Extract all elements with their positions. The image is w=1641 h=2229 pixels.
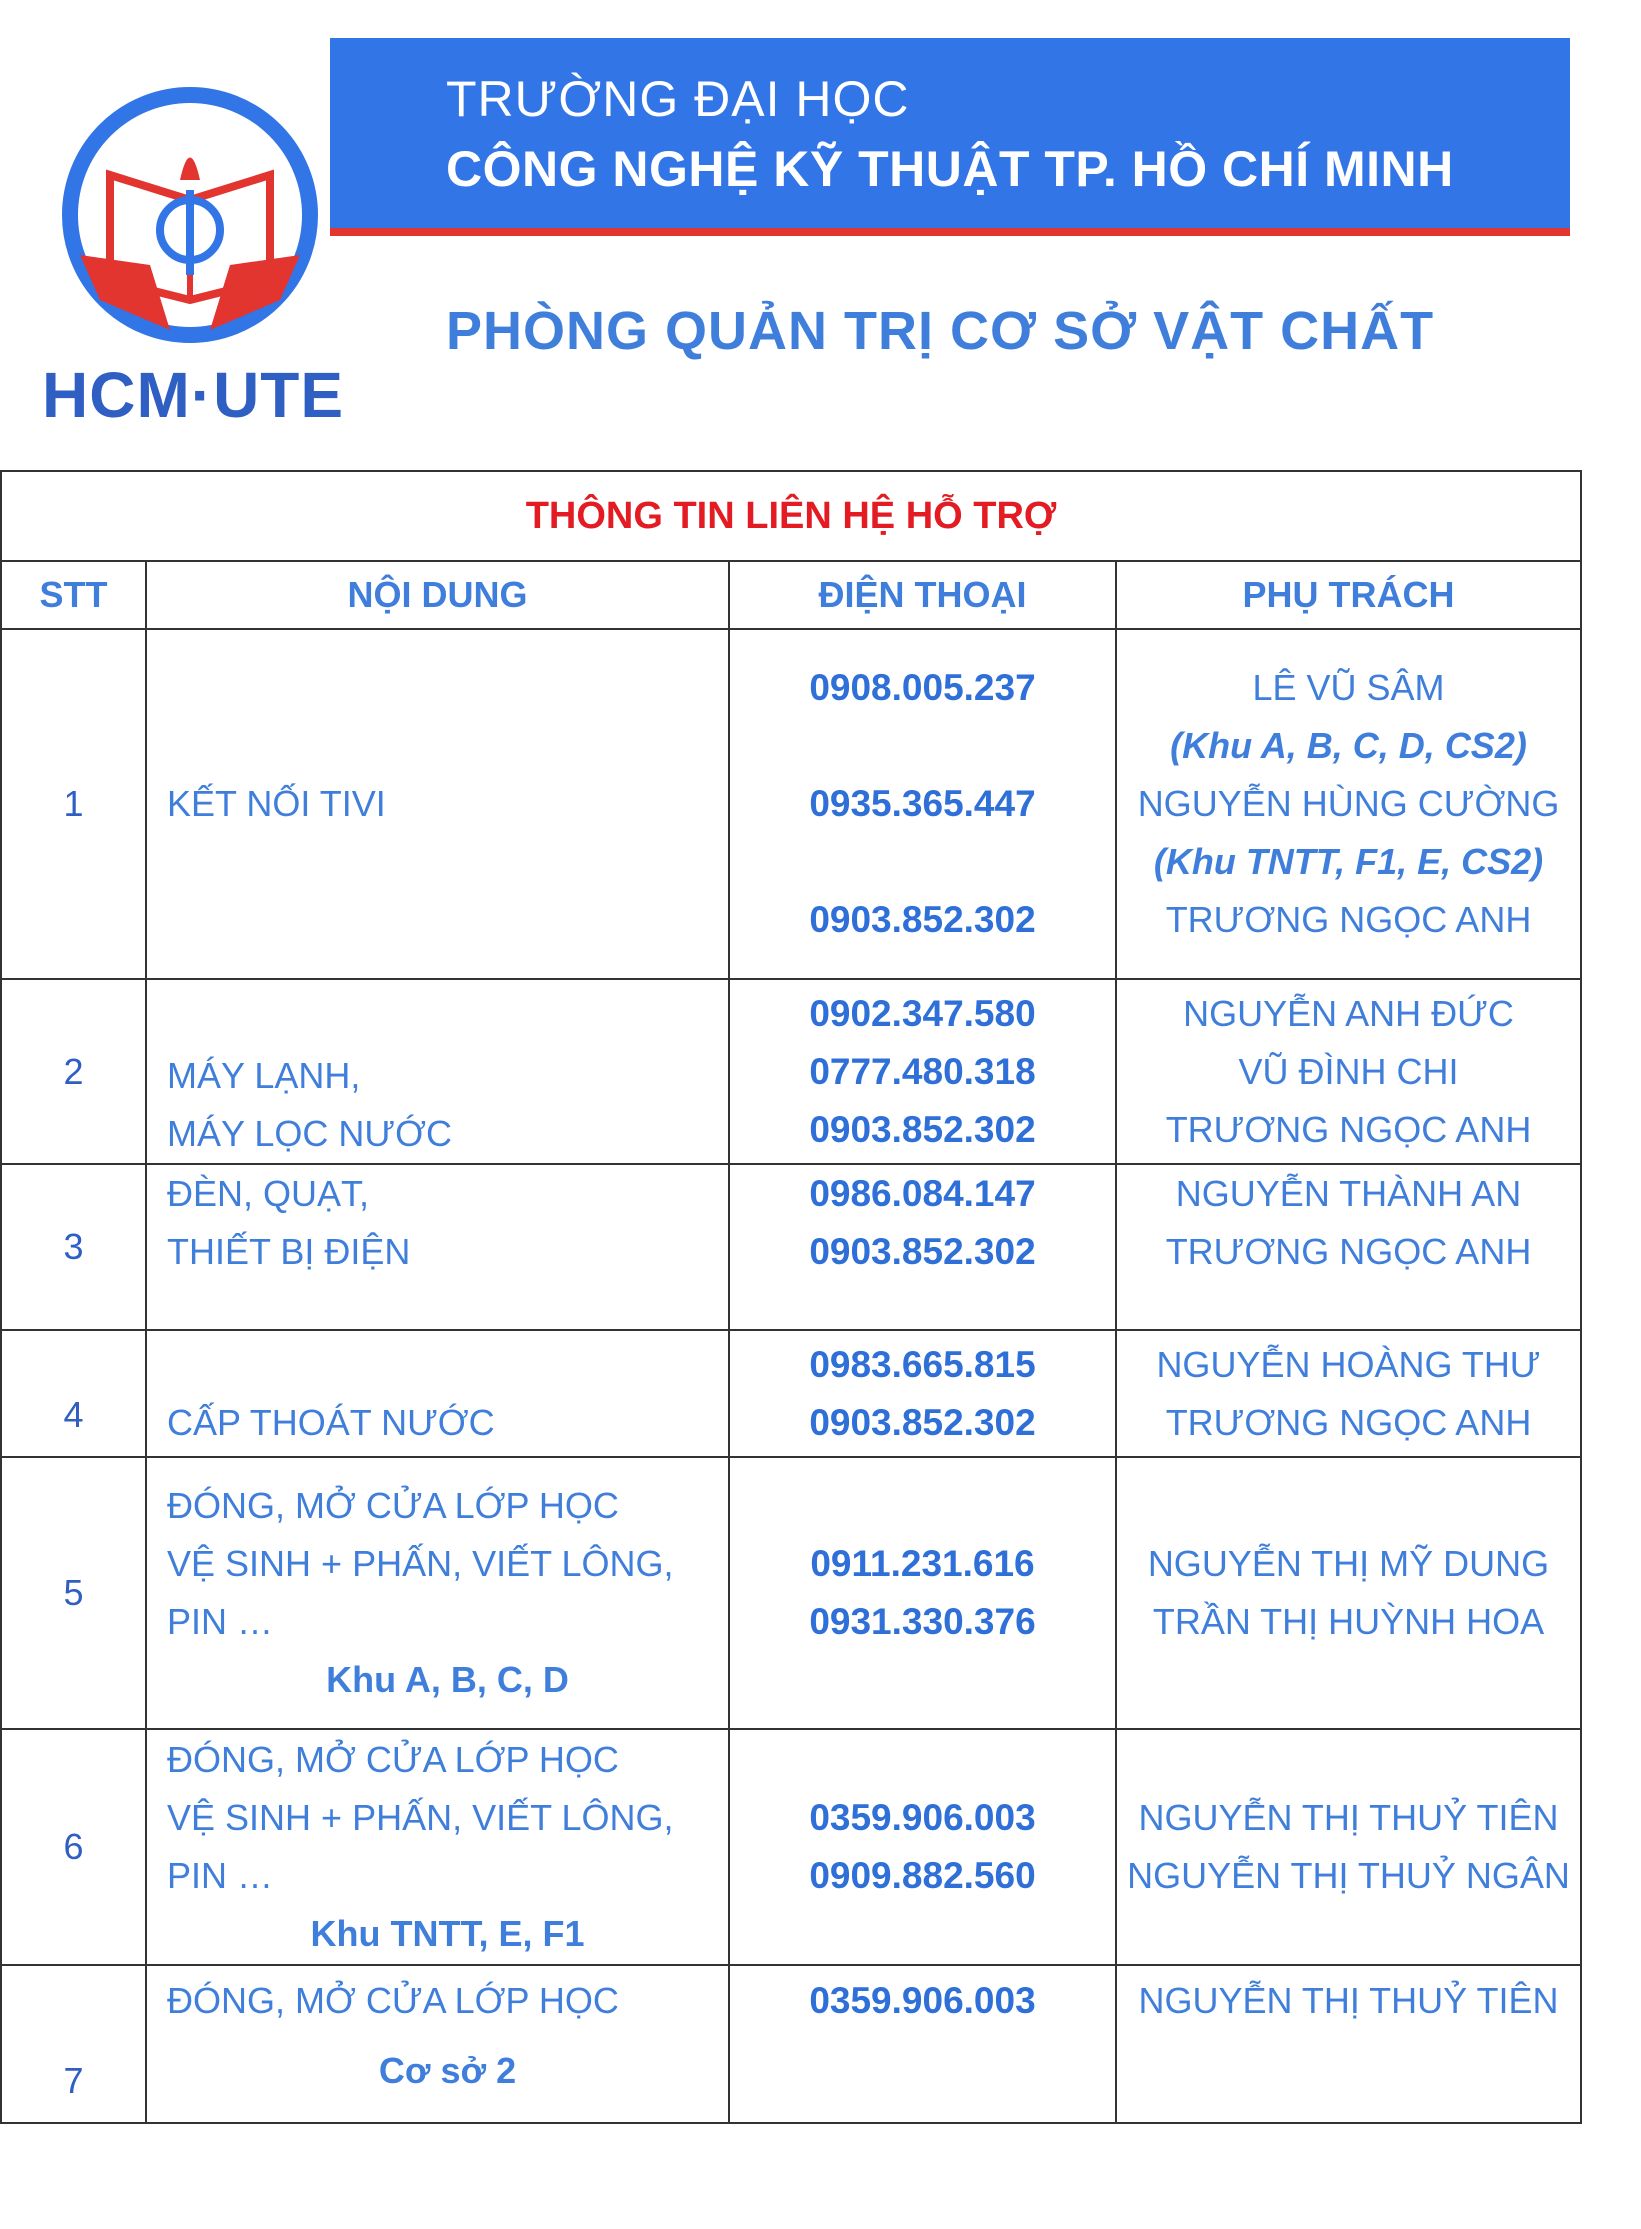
- row-persons: [1116, 979, 1581, 1164]
- row-content: CẤP THOÁT NƯỚC: [146, 1330, 729, 1457]
- person-name: LÊ VŨ SÂM: [1252, 667, 1445, 708]
- phone-number[interactable]: 0903.852.302: [809, 1401, 1036, 1443]
- phone-number[interactable]: 0903.852.302: [809, 899, 1036, 940]
- phone-number[interactable]: 0909.882.560: [809, 1855, 1036, 1896]
- row-content: ĐÓNG, MỞ CỬA LỚP HỌC VỆ SINH + PHẤN, VIẾT LÔNG, PIN … Khu TNTT, E, F1: [146, 1729, 729, 1965]
- phone-number[interactable]: 0359.906.003: [809, 1980, 1036, 2021]
- area-note: (Khu TNTT, F1, E, CS2): [1153, 841, 1544, 882]
- row-phones: [729, 1330, 1116, 1457]
- phone-number[interactable]: 0908.005.237: [809, 667, 1036, 708]
- table-row: [1, 1965, 1581, 2123]
- person-name: NGUYỄN THỊ THUỶ TIÊN: [1138, 1797, 1559, 1838]
- table-row: [1, 629, 1581, 979]
- row-phones: [729, 1965, 1116, 2123]
- table-row: [1, 1457, 1581, 1729]
- row-content: ĐÓNG, MỞ CỬA LỚP HỌC VỆ SINH + PHẤN, VIẾT LÔNG, PIN … Khu A, B, C, D: [146, 1457, 729, 1729]
- row-number: 3: [1, 1164, 146, 1330]
- table-row: [1, 1729, 1581, 1965]
- phone-number[interactable]: 0911.231.616: [810, 1543, 1035, 1584]
- row-persons: [1116, 1457, 1581, 1729]
- person-name: NGUYỄN THỊ MỸ DUNG: [1147, 1543, 1550, 1584]
- row-number: 7: [1, 1965, 146, 2123]
- row-persons: [1116, 1729, 1581, 1965]
- column-header-person: PHỤ TRÁCH: [1116, 561, 1581, 629]
- person-name: VŨ ĐÌNH CHI: [1238, 1050, 1459, 1092]
- table-row: [1, 1164, 1581, 1330]
- contact-table: [0, 470, 1582, 2124]
- person-name: TRƯƠNG NGỌC ANH: [1165, 1231, 1532, 1272]
- person-name: NGUYỄN THÀNH AN: [1175, 1173, 1522, 1214]
- row-content: MÁY LẠNH, MÁY LỌC NƯỚC: [146, 979, 729, 1164]
- phone-number[interactable]: 0983.665.815: [809, 1343, 1036, 1385]
- row-number: 6: [1, 1729, 146, 1965]
- table-header-row: [1, 561, 1581, 629]
- area-note: (Khu A, B, C, D, CS2): [1170, 725, 1527, 766]
- department-name: PHÒNG QUẢN TRỊ CƠ SỞ VẬT CHẤT: [446, 301, 1435, 361]
- person-name: NGUYỄN THỊ THUỶ NGÂN: [1127, 1855, 1570, 1896]
- phone-number[interactable]: 0359.906.003: [809, 1797, 1036, 1838]
- phone-number[interactable]: 0931.330.376: [809, 1601, 1036, 1642]
- phone-number[interactable]: 0777.480.318: [809, 1050, 1036, 1092]
- person-name: NGUYỄN ANH ĐỨC: [1183, 992, 1514, 1034]
- blue-banner: [330, 38, 1570, 236]
- area-label: Khu A, B, C, D: [326, 1659, 569, 1700]
- person-name: NGUYỄN HÙNG CƯỜNG: [1137, 783, 1560, 824]
- person-name: TRƯƠNG NGỌC ANH: [1165, 1108, 1532, 1150]
- column-header-content: NỘI DUNG: [146, 561, 729, 629]
- school-name-line1: TRƯỜNG ĐẠI HỌC: [446, 71, 910, 127]
- table-row: [1, 979, 1581, 1164]
- row-number: 4: [1, 1330, 146, 1457]
- person-name: TRƯƠNG NGỌC ANH: [1165, 1401, 1532, 1443]
- phone-number[interactable]: 0935.365.447: [809, 783, 1036, 824]
- row-persons: [1116, 1965, 1581, 2123]
- row-number: 5: [1, 1457, 146, 1729]
- row-number: 1: [1, 629, 146, 979]
- letterhead: [0, 0, 1641, 460]
- row-content: ĐÈN, QUẠT, THIẾT BỊ ĐIỆN: [146, 1164, 729, 1330]
- phone-number[interactable]: 0903.852.302: [809, 1108, 1036, 1150]
- row-persons: [1116, 1330, 1581, 1457]
- row-phones: [729, 1729, 1116, 1965]
- column-header-phone: ĐIỆN THOẠI: [729, 561, 1116, 629]
- phone-number[interactable]: 0986.084.147: [809, 1173, 1036, 1214]
- phone-number[interactable]: 0902.347.580: [809, 992, 1036, 1034]
- table-title: THÔNG TIN LIÊN HỆ HỖ TRỢ: [1, 471, 1581, 561]
- row-phones: [729, 1457, 1116, 1729]
- row-phones: [729, 979, 1116, 1164]
- row-phones: [729, 1164, 1116, 1330]
- area-label: Khu TNTT, E, F1: [310, 1913, 585, 1954]
- row-content: KẾT NỐI TIVI: [146, 629, 729, 979]
- person-name: NGUYỄN HOÀNG THƯ: [1156, 1343, 1541, 1385]
- person-name: TRẦN THỊ HUỲNH HOA: [1152, 1601, 1545, 1642]
- person-name: NGUYỄN THỊ THUỶ TIÊN: [1138, 1980, 1559, 2021]
- row-persons: [1116, 629, 1581, 979]
- row-content: ĐÓNG, MỞ CỬA LỚP HỌC Cơ sở 2: [146, 1965, 729, 2123]
- table-row: [1, 1330, 1581, 1457]
- area-label: Cơ sở 2: [378, 2050, 517, 2091]
- phone-number[interactable]: 0903.852.302: [809, 1231, 1036, 1272]
- row-persons: [1116, 1164, 1581, 1330]
- school-name-line2: CÔNG NGHỆ KỸ THUẬT TP. HỒ CHÍ MINH: [446, 141, 1454, 197]
- row-number: 2: [1, 979, 146, 1164]
- person-name: TRƯƠNG NGỌC ANH: [1165, 899, 1532, 940]
- logo-text: HCM·UTE: [42, 359, 345, 431]
- column-header-stt: STT: [1, 561, 146, 629]
- row-phones: [729, 629, 1116, 979]
